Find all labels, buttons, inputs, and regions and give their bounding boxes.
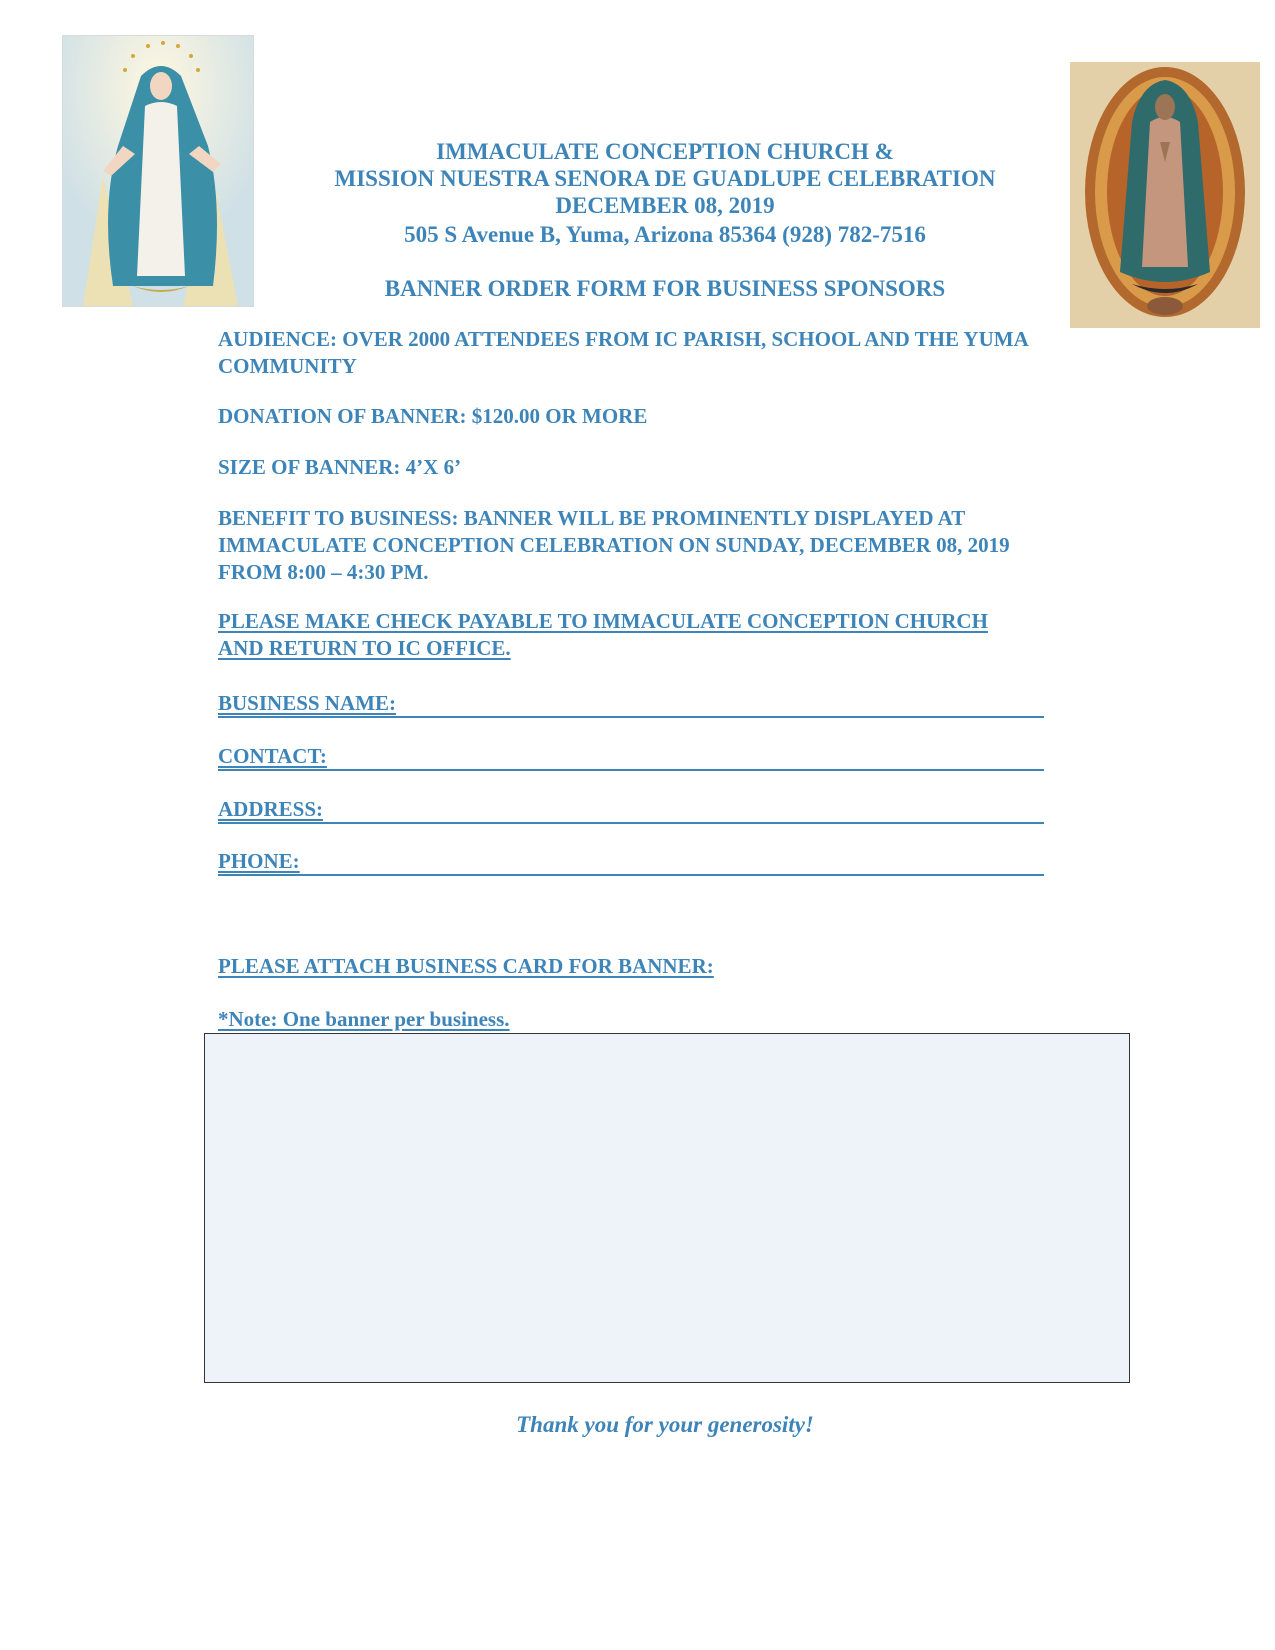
note-text: *Note: One banner per business.	[218, 1007, 510, 1031]
contact-field[interactable]	[218, 743, 1044, 771]
phone-field[interactable]	[218, 848, 1044, 876]
thank-you-text: Thank you for your generosity!	[516, 1412, 814, 1437]
celebration-title: MISSION NUESTRA SENORA DE GUADLUPE CELEBRATION	[334, 166, 996, 191]
check-instructions	[218, 608, 1138, 662]
business-name-field[interactable]	[218, 690, 1044, 718]
business-name-label: BUSINESS NAME:	[218, 691, 396, 715]
church-title: IMMACULATE CONCEPTION CHURCH &	[436, 139, 894, 164]
audience-text	[218, 326, 1138, 380]
check-line-1: PLEASE MAKE CHECK PAYABLE TO IMMACULATE CONCEPTION CHURCH	[218, 609, 988, 633]
check-line-2: AND RETURN TO IC OFFICE.	[218, 636, 511, 660]
benefit-line-3: FROM 8:00 – 4:30 PM.	[218, 560, 429, 584]
benefit-line-1: BENEFIT TO BUSINESS: BANNER WILL BE PROMINENTLY DISPLAYED AT	[218, 506, 966, 530]
audience-line-1: AUDIENCE: OVER 2000 ATTENDEES FROM IC PARISH, SCHOOL AND THE YUMA	[218, 327, 1029, 351]
banner-size-text: SIZE OF BANNER: 4’X 6’	[218, 455, 462, 479]
phone-label: PHONE:	[218, 849, 300, 873]
donation-text: DONATION OF BANNER: $120.00 OR MORE	[218, 404, 648, 428]
event-date: DECEMBER 08, 2019	[555, 193, 775, 218]
church-address: 505 S Avenue B, Yuma, Arizona 85364 (928) 782-7516	[404, 222, 926, 247]
benefit-line-2: IMMACULATE CONCEPTION CELEBRATION ON SUNDAY, DECEMBER 08, 2019	[218, 533, 1010, 557]
form-title: BANNER ORDER FORM FOR BUSINESS SPONSORS	[384, 276, 946, 301]
our-lady-of-grace-image	[62, 35, 254, 307]
business-card-box[interactable]	[204, 1033, 1130, 1383]
contact-label: CONTACT:	[218, 744, 327, 768]
address-field[interactable]	[218, 796, 1044, 824]
benefit-text	[218, 505, 1138, 586]
audience-line-2: COMMUNITY	[218, 354, 357, 378]
address-label: ADDRESS:	[218, 797, 324, 821]
attach-business-card-label: PLEASE ATTACH BUSINESS CARD FOR BANNER:	[218, 954, 714, 978]
our-lady-of-guadalupe-image	[1070, 62, 1260, 328]
